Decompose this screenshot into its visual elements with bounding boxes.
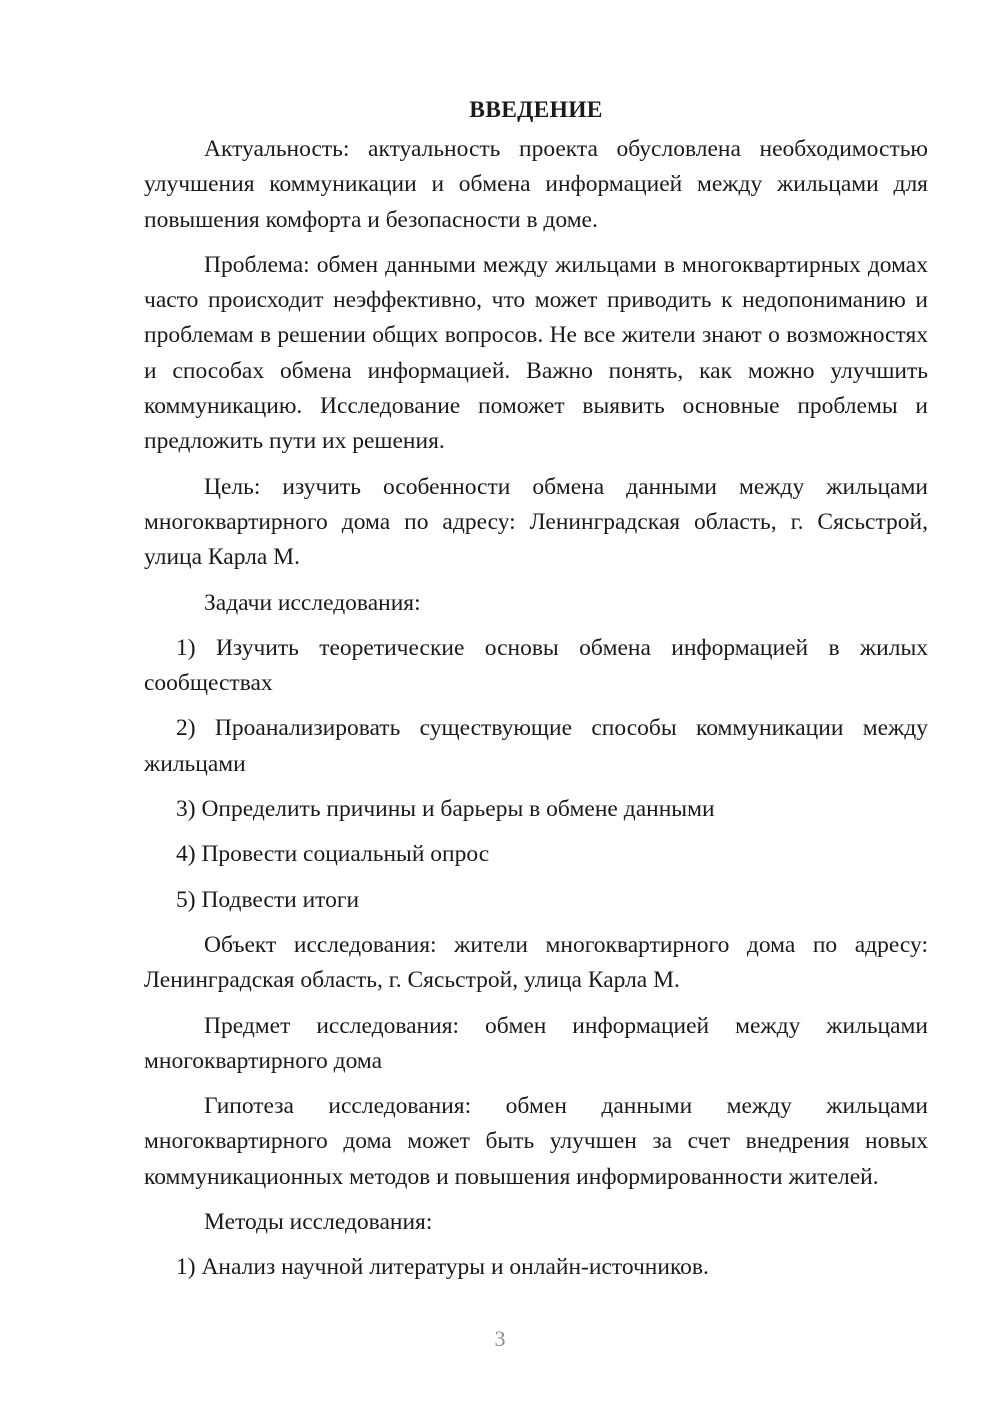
section-heading: ВВЕДЕНИЕ xyxy=(469,97,603,123)
subject-paragraph: Предмет исследования: обмен информацией между жильцами многоквартирного дома xyxy=(144,1012,928,1074)
tasks-title: Задачи исследования: xyxy=(204,589,421,616)
goal-paragraph: Цель: изучить особенности обмена данными между жильцами многоквартирного дома по адресу: Ленинградская область, г. Сясьстрой, улица Карла М. xyxy=(144,473,928,571)
task-item-4: 4) Провести социальный опрос xyxy=(176,841,490,868)
method-item-1: 1) Анализ научной литературы и онлайн-источников. xyxy=(176,1254,709,1281)
page-number: 3 xyxy=(494,1326,506,1351)
task-item-5: 5) Подвести итоги xyxy=(176,886,360,913)
hypothesis-paragraph: Гипотеза исследования: обмен данными между жильцами многоквартирного дома может быть улучшен за счет внедрения новых коммуникационных методов и повышения информированности жителей. xyxy=(144,1093,928,1190)
object-paragraph: Объект исследования: жители многоквартирного дома по адресу: Ленинградская область, г. Сясьстрой, улица Карла М. xyxy=(144,931,928,994)
document-body xyxy=(144,92,928,1286)
problem-paragraph: Проблема: обмен данными между жильцами в многоквартирных домах часто происходит неэффективно, что может приводить к недопониманию и проблемам в решении общих вопросов. Не все жители знают о возможностях и способах обмена информацией. Важно понять, как можно улучшить коммуникацию. Исследование поможет выявить основные проблемы и предложить пути их решения. xyxy=(144,251,928,455)
task-item-1: 1) Изучить теоретические основы обмена информацией в жилых сообществах xyxy=(144,634,928,697)
methods-title: Методы исследования: xyxy=(204,1209,433,1236)
task-item-2: 2) Проанализировать существующие способы коммуникации между жильцами xyxy=(144,715,928,777)
relevance-paragraph: Актуальность: актуальность проекта обусловлена необходимостью улучшения коммуникации и обмена информацией между жильцами для повышения комфорта и безопасности в доме. xyxy=(144,136,928,233)
task-item-3: 3) Определить причины и барьеры в обмене данными xyxy=(176,796,715,823)
